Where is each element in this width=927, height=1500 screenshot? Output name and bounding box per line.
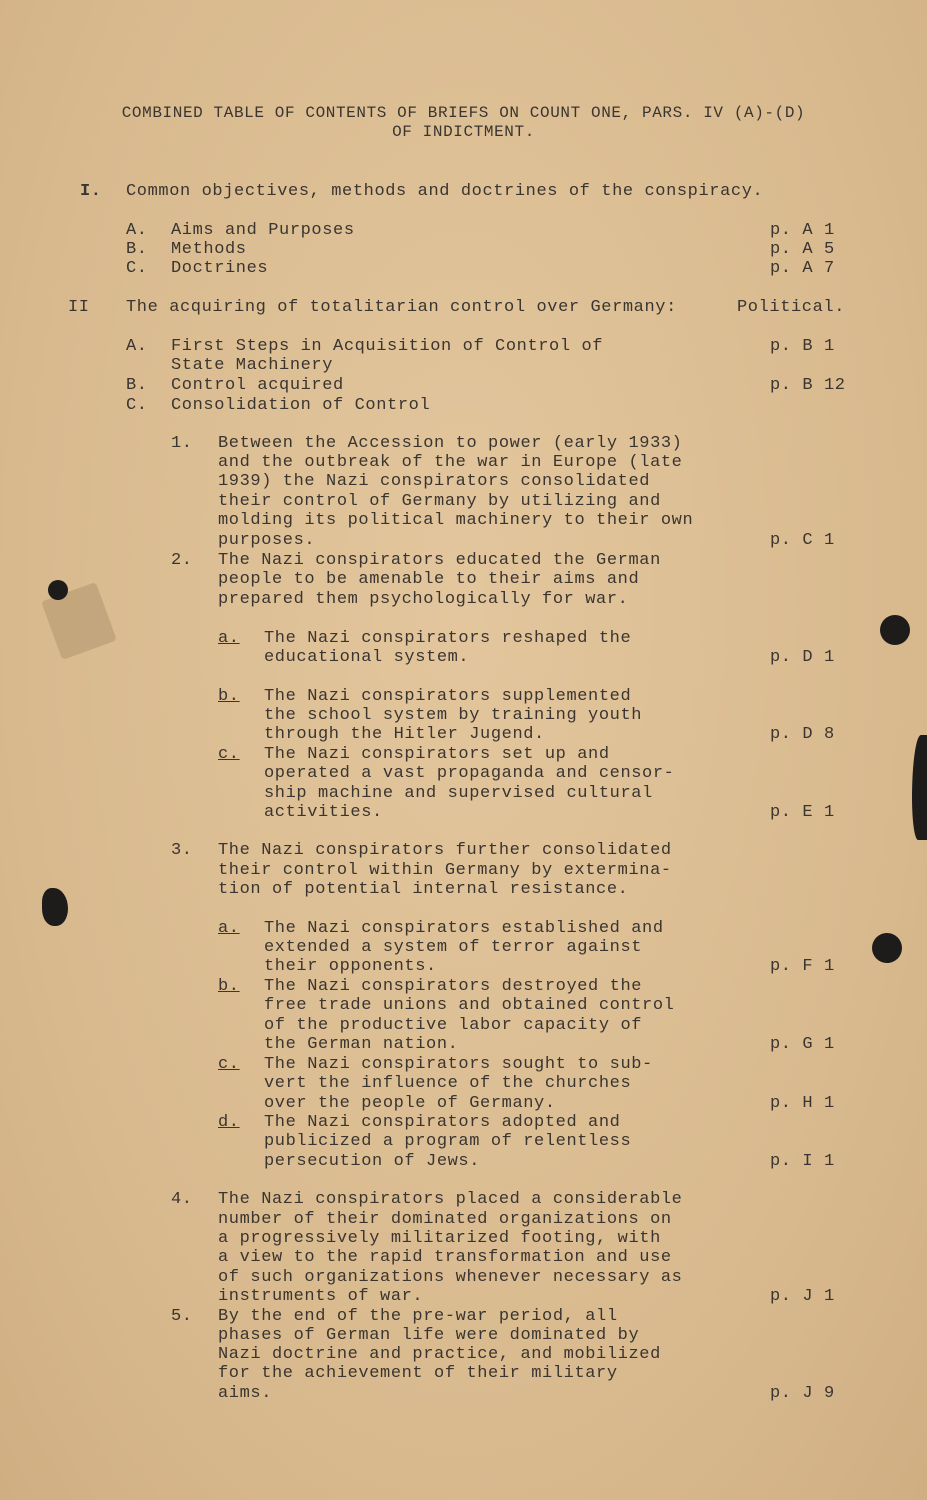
section-heading: Common objectives, methods and doctrines of the conspiracy.	[126, 182, 764, 201]
subsub-letter: d.	[218, 1113, 240, 1132]
subitem-text: for the achievement of their military	[218, 1364, 618, 1383]
subsub-text: operated a vast propaganda and censor-	[264, 764, 675, 783]
subitem-text: The Nazi conspirators placed a considerable	[218, 1190, 683, 1209]
subsub-letter: c.	[218, 1055, 240, 1074]
page-ref: p. E 1	[770, 803, 835, 822]
subitem-text: of such organizations whenever necessary as	[218, 1268, 683, 1287]
subsub-text: the German nation.	[264, 1035, 459, 1054]
page-ref: p. D 8	[770, 725, 835, 744]
page-ref: p. G 1	[770, 1035, 835, 1054]
subitem-text: phases of German life were dominated by	[218, 1326, 640, 1345]
subitem-text: and the outbreak of the war in Europe (late	[218, 453, 683, 472]
subsub-text: vert the influence of the churches	[264, 1074, 632, 1093]
item-text: Doctrines	[171, 259, 269, 278]
punch-hole	[872, 933, 902, 963]
subsub-text: The Nazi conspirators reshaped the	[264, 629, 632, 648]
subitem-text: By the end of the pre-war period, all	[218, 1307, 618, 1326]
subitem-text: The Nazi conspirators educated the German	[218, 551, 661, 570]
page-ref: p. A 7	[770, 259, 835, 278]
section-heading-right: Political.	[737, 298, 846, 317]
subitem-text: number of their dominated organizations on	[218, 1210, 672, 1229]
subitem-number: 1.	[171, 434, 193, 453]
subitem-text: people to be amenable to their aims and	[218, 570, 640, 589]
subitem-text: their control within Germany by extermina-	[218, 861, 672, 880]
subitem-text: prepared them psychologically for war.	[218, 590, 629, 609]
subitem-text: a progressively militarized footing, with	[218, 1229, 661, 1248]
subitem-text: aims.	[218, 1384, 273, 1403]
subitem-text: a view to the rapid transformation and use	[218, 1248, 672, 1267]
subitem-number: 5.	[171, 1307, 193, 1326]
subitem-text: purposes.	[218, 531, 316, 550]
subsub-letter: a.	[218, 919, 240, 938]
section-heading: The acquiring of totalitarian control over Germany:	[126, 298, 677, 317]
subsub-letter: b.	[218, 687, 240, 706]
item-letter: B.	[126, 376, 148, 395]
subitem-text: 1939) the Nazi conspirators consolidated	[218, 472, 651, 491]
subsub-text: activities.	[264, 803, 383, 822]
subsub-text: The Nazi conspirators set up and	[264, 745, 610, 764]
ink-blot	[48, 580, 68, 600]
subsub-text: free trade unions and obtained control	[264, 996, 675, 1015]
item-text: First Steps in Acquisition of Control of	[171, 337, 604, 356]
subsub-text: the school system by training youth	[264, 706, 643, 725]
torn-edge	[912, 735, 927, 840]
section-numeral: II	[68, 298, 90, 317]
subitem-text: The Nazi conspirators further consolidated	[218, 841, 672, 860]
subsub-letter: c.	[218, 745, 240, 764]
subsub-text: their opponents.	[264, 957, 437, 976]
subsub-letter: b.	[218, 977, 240, 996]
subitem-text: their control of Germany by utilizing and	[218, 492, 661, 511]
item-text: State Machinery	[171, 356, 334, 375]
item-letter: C.	[126, 259, 148, 278]
item-letter: A.	[126, 337, 148, 356]
subsub-text: of the productive labor capacity of	[264, 1016, 643, 1035]
subsub-text: The Nazi conspirators established and	[264, 919, 664, 938]
subitem-text: Nazi doctrine and practice, and mobilized	[218, 1345, 661, 1364]
page-ref: p. I 1	[770, 1152, 835, 1171]
page-ref: p. A 5	[770, 240, 835, 259]
subsub-text: educational system.	[264, 648, 470, 667]
subsub-text: extended a system of terror against	[264, 938, 643, 957]
subsub-text: The Nazi conspirators sought to sub-	[264, 1055, 653, 1074]
item-letter: C.	[126, 396, 148, 415]
subsub-text: through the Hitler Jugend.	[264, 725, 545, 744]
subsub-text: ship machine and supervised cultural	[264, 784, 653, 803]
subitem-text: tion of potential internal resistance.	[218, 880, 629, 899]
page-ref: p. J 1	[770, 1287, 835, 1306]
subitem-number: 2.	[171, 551, 193, 570]
subitem-number: 4.	[171, 1190, 193, 1209]
page-ref: p. J 9	[770, 1384, 835, 1403]
item-text: Consolidation of Control	[171, 396, 431, 415]
subsub-text: The Nazi conspirators adopted and	[264, 1113, 621, 1132]
ink-blot	[42, 888, 68, 926]
subsub-text: The Nazi conspirators supplemented	[264, 687, 632, 706]
item-letter: A.	[126, 221, 148, 240]
item-text: Methods	[171, 240, 247, 259]
section-numeral: I.	[80, 182, 102, 201]
subitem-number: 3.	[171, 841, 193, 860]
page-ref: p. B 12	[770, 376, 846, 395]
page-ref: p. A 1	[770, 221, 835, 240]
subitem-text: instruments of war.	[218, 1287, 424, 1306]
subitem-text: molding its political machinery to their own	[218, 511, 694, 530]
subsub-text: persecution of Jews.	[264, 1152, 481, 1171]
page-ref: p. B 1	[770, 337, 835, 356]
page-ref: p. F 1	[770, 957, 835, 976]
page-ref: p. H 1	[770, 1094, 835, 1113]
page-ref: p. C 1	[770, 531, 835, 550]
subsub-text: over the people of Germany.	[264, 1094, 556, 1113]
subsub-text: The Nazi conspirators destroyed the	[264, 977, 643, 996]
document-title-line2: OF INDICTMENT.	[392, 123, 535, 141]
punch-hole	[880, 615, 910, 645]
document-title-line1: COMBINED TABLE OF CONTENTS OF BRIEFS ON COUNT ONE, PARS. IV (A)-(D)	[121, 104, 806, 122]
page-ref: p. D 1	[770, 648, 835, 667]
item-letter: B.	[126, 240, 148, 259]
item-text: Aims and Purposes	[171, 221, 355, 240]
subitem-text: Between the Accession to power (early 1933)	[218, 434, 683, 453]
subsub-text: publicized a program of relentless	[264, 1132, 632, 1151]
subsub-letter: a.	[218, 629, 240, 648]
item-text: Control acquired	[171, 376, 344, 395]
